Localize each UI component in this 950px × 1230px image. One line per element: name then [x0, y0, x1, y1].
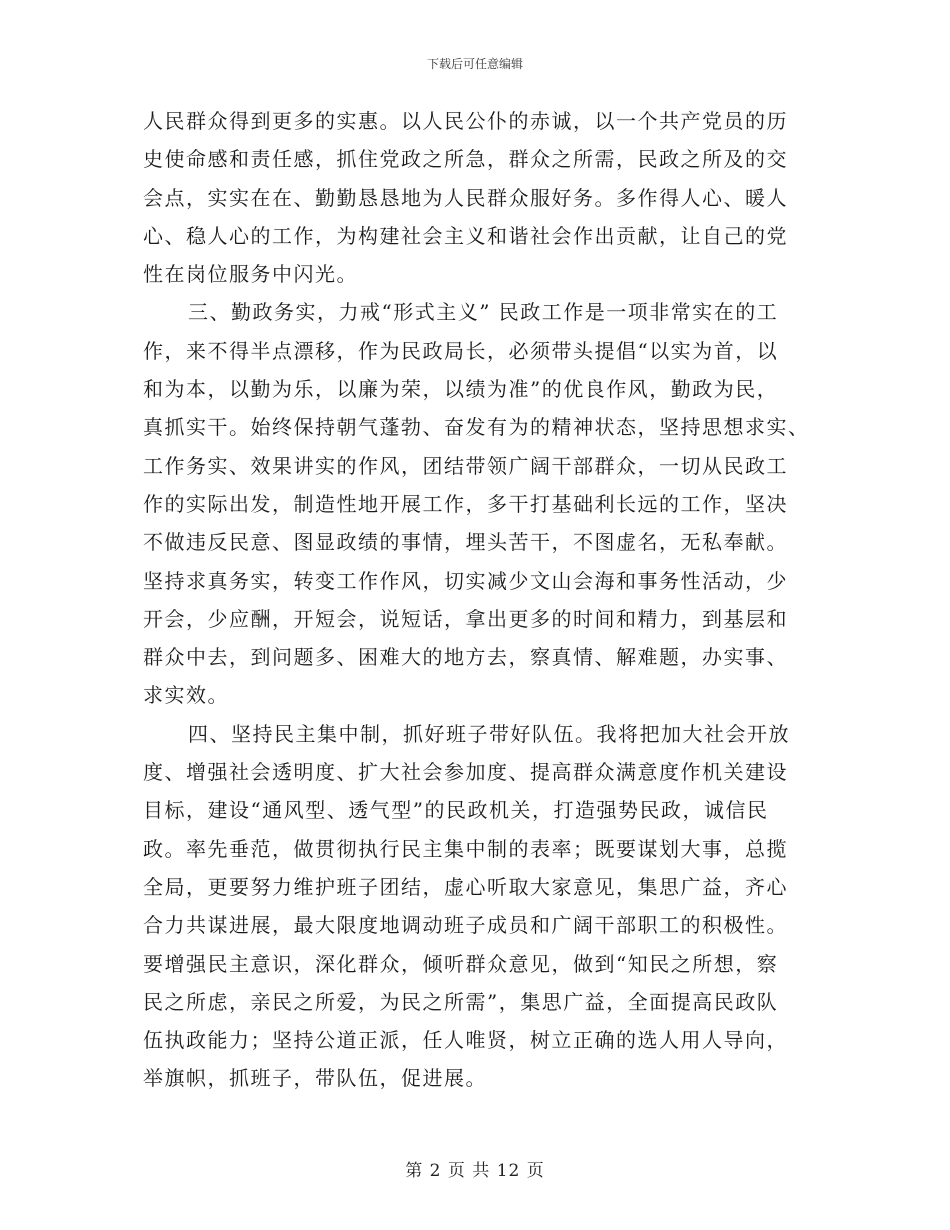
- section-heading-line: 三、勤政务实，力戒“形式主义” 民政工作是一项非常实在的工: [188, 300, 779, 325]
- text-line: 合力共谋进展，最大限度地调动班子成员和广阔干部职工的积极性。: [143, 913, 788, 938]
- text-line: 开会，少应酬，开短会，说短话，拿出更多的时间和精力，到基层和: [143, 606, 788, 631]
- text-line: 真抓实干。始终保持朝气蓬勃、奋发有为的精神状态，坚持思想求实、: [143, 415, 810, 440]
- text-line: 全局，更要努力维护班子团结，虚心听取大家意见，集思广益，齐心: [143, 874, 788, 899]
- text-line: 心、稳人心的工作，为构建社会主义和谐社会作出贡献，让自己的党: [143, 223, 788, 248]
- text-line: 不做违反民意、图显政绩的事情，埋头苦干，不图虚名，无私奉献。: [143, 530, 788, 555]
- text-line: 群众中去，到问题多、困难大的地方去，察真情、解难题，办实事、: [143, 645, 788, 670]
- text-line: 举旗帜，抓班子，带队伍，促进展。: [143, 1066, 487, 1091]
- text-line: 作的实际出发，制造性地开展工作，多干打基础利长远的工作，坚决: [143, 491, 788, 516]
- text-line: 坚持求真务实，转变工作作风，切实减少文山会海和事务性活动，少: [143, 568, 788, 593]
- document-body: [143, 102, 810, 1098]
- text-line: 会点，实实在在、勤勤恳恳地为人民群众服好务。多作得人心、暖人: [143, 185, 788, 210]
- text-line: 工作务实、效果讲实的作风，团结带领广阔干部群众，一切从民政工: [143, 453, 788, 478]
- page-number: 第 2 页 共 12 页: [405, 1161, 545, 1181]
- text-line: 要增强民主意识，深化群众，倾听群众意见，做到“知民之所想，察: [143, 951, 779, 976]
- text-line: 伍执政能力；坚持公道正派，任人唯贤，树立正确的选人用人导向，: [143, 1028, 788, 1053]
- page-footer: [0, 1156, 950, 1181]
- text-line: 求实效。: [143, 683, 229, 708]
- section-heading-line: 四、坚持民主集中制，抓好班子带好队伍。我将把加大社会开放: [188, 721, 790, 746]
- text-line: 性在岗位服务中闪光。: [143, 262, 358, 287]
- text-line: 度、增强社会透明度、扩大社会参加度、提高群众满意度作机关建设: [143, 760, 788, 785]
- page-header: 下载后可任意编辑: [426, 57, 523, 71]
- text-line: 作，来不得半点漂移，作为民政局长，必须带头提倡“以实为首，以: [143, 338, 779, 363]
- text-line: 人民群众得到更多的实惠。以人民公仆的赤诚，以一个共产党员的历: [143, 109, 788, 133]
- text-line: 史使命感和责任感，抓住党政之所急，群众之所需，民政之所及的交: [143, 147, 788, 172]
- text-line: 民之所虑，亲民之所爱，为民之所需”，集思广益，全面提高民政队: [143, 989, 779, 1014]
- text-line: 政。率先垂范，做贯彻执行民主集中制的表率；既要谋划大事，总揽: [143, 836, 788, 861]
- text-line: 和为本，以勤为乐，以廉为荣，以绩为准”的优良作风，勤政为民，: [143, 377, 779, 402]
- text-line: 目标，建设“通风型、透气型”的民政机关，打造强势民政，诚信民: [143, 798, 769, 823]
